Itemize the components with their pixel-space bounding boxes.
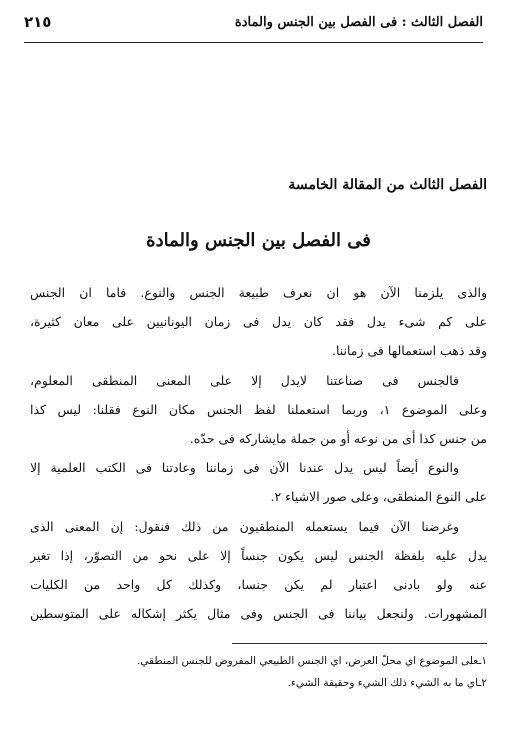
body-text bbox=[30, 278, 487, 628]
body-line: وعلى الموضوع ١، وربما استعملنا لفظ الجنس مكان النوع فقلنا: ليس كذا bbox=[30, 401, 487, 417]
body-line: على النوع المنطقى، وعلى صور الاشياء ٢. bbox=[270, 489, 487, 505]
footnote: ١ـعلى الموضوع اي محلّ العرض، اي الجنس الطبيعي المفروض للجنس المنطقي. bbox=[136, 655, 487, 667]
body-line: من جنس كذا أى من نوعه أو من جملة مايشاركه فى حدّه. bbox=[189, 430, 487, 446]
page-number: ٢١٥ bbox=[24, 13, 52, 31]
running-header-title: الفصل الثالث : فى الفصل بين الجنس والمادة bbox=[234, 15, 483, 30]
body-line: وقد ذهب استعمالها فى زماننا. bbox=[331, 343, 487, 359]
footnote-divider bbox=[232, 643, 487, 644]
running-header bbox=[24, 8, 483, 44]
body-line: عنه ولو بادنى اعتبار لم يكن جنسا، وكذلك كل واحد من الكليات bbox=[30, 576, 487, 592]
header-divider bbox=[24, 42, 483, 43]
footnotes bbox=[30, 650, 487, 694]
body-line: والنوع أيضاً ليس يدل عندنا الآن فى زماننا وعادتنا فى الكتب العلمية إلا bbox=[30, 460, 459, 476]
chapter-title: فى الفصل بين الجنس والمادة bbox=[146, 230, 371, 251]
body-line: على كم شىء يدل فقد كان يدل فى زمان اليونانيين على معان كثيرة، bbox=[30, 314, 487, 330]
body-line: فالجنس فى صناعتنا لايدل إلا على المعنى المنطقى المعلوم، bbox=[30, 372, 459, 388]
body-line: والذى يلزمنا الآن هو ان نعرف طبيعة الجنس والنوع. فاما ان الجنس bbox=[30, 285, 487, 300]
body-line: وغرضنا الآن فيما يستعمله المنطقيون من ذلك فنقول: إن المعنى الذى bbox=[30, 518, 459, 534]
section-title: الفصل الثالث من المقالة الخامسة bbox=[288, 177, 487, 193]
body-line: المشهورات. ولنجعل بياننا فى الجنس وفى مثال يكثر إشكاله على المتوسطين bbox=[30, 606, 487, 622]
body-line: يدل عليه بلفظة الجنس ليس يكون جنساً إلا على نحو من التصوّر، إذا تغير bbox=[30, 547, 487, 563]
footnote: ٢ـاي ما به الشيء ذلك الشيء وحقيقة الشيء. bbox=[287, 677, 487, 689]
